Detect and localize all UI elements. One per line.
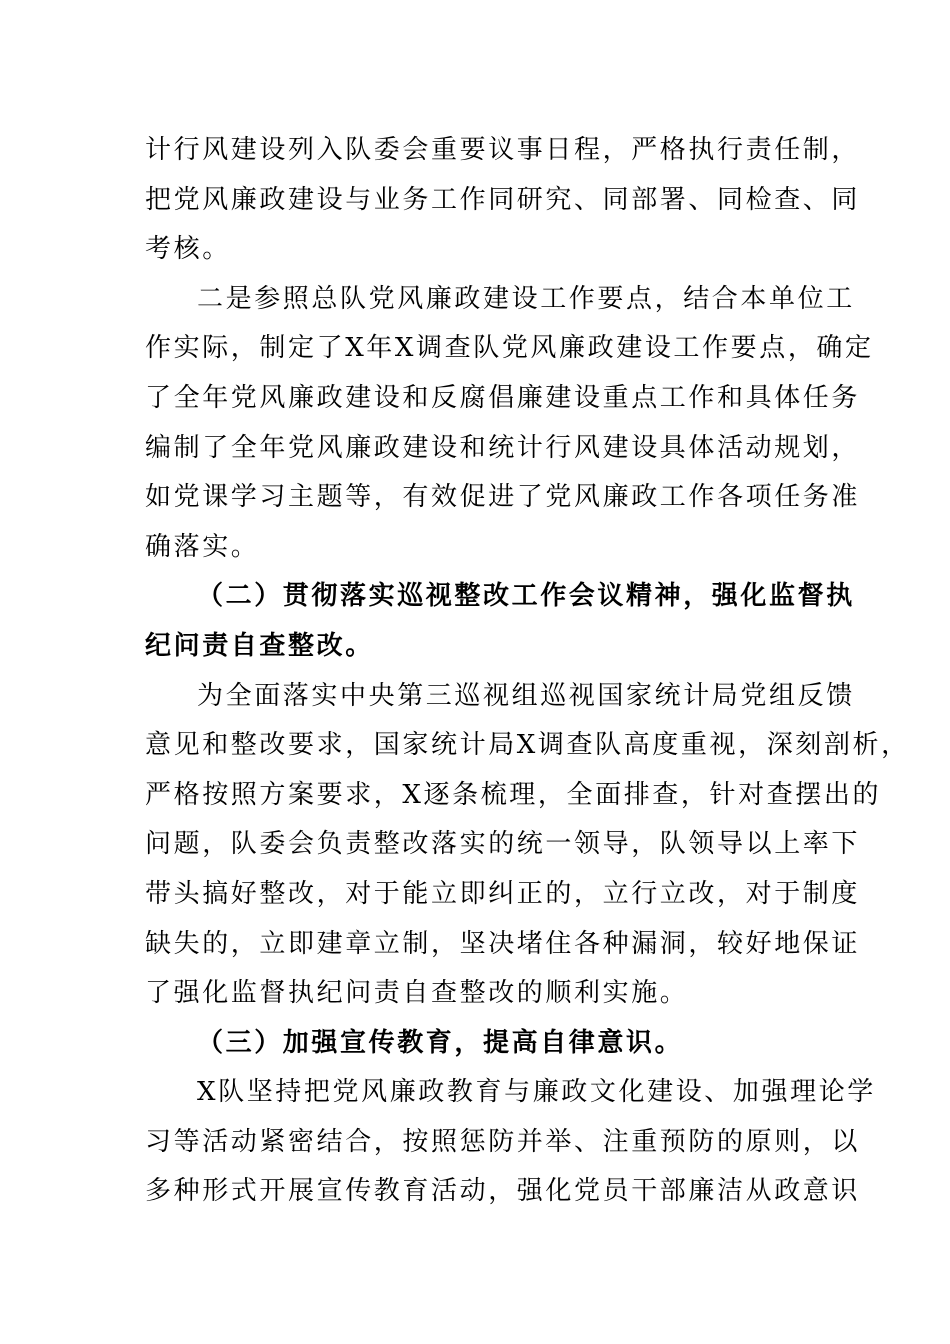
body-paragraph xyxy=(145,275,874,573)
text-line: 缺失的，立即建章立制，坚决堵住各种漏洞，较好地保证 xyxy=(145,928,861,959)
section-heading xyxy=(145,572,855,671)
heading-line: 纪问责自查整改。 xyxy=(145,630,374,661)
heading-line: （三）加强宣传教育，提高自律意识。 xyxy=(197,1027,684,1058)
body-paragraph xyxy=(145,1068,876,1217)
text-line: 了强化监督执纪问责自查整改的顺利实施。 xyxy=(145,978,689,1009)
body-paragraph xyxy=(145,126,861,275)
text-line: 问题，队委会负责整改落实的统一领导，队领导以上率下 xyxy=(145,829,861,860)
body-paragraph xyxy=(145,672,910,1019)
text-line: 编制了全年党风廉政建设和统计行风建设具体活动规划， xyxy=(145,432,861,463)
text-line: 计行风建设列入队委会重要议事日程，严格执行责任制， xyxy=(145,135,861,165)
text-line: 习等活动紧密结合，按照惩防并举、注重预防的原则，以 xyxy=(145,1126,861,1157)
text-line: X队坚持把党风廉政教育与廉政文化建设、加强理论学 xyxy=(197,1077,876,1108)
text-line: 了全年党风廉政建设和反腐倡廉建设重点工作和具体任务 xyxy=(145,382,861,413)
text-line: 多种形式开展宣传教育活动，强化党员干部廉洁从政意识 xyxy=(145,1176,861,1207)
heading-line: （二）贯彻落实巡视整改工作会议精神，强化监督执 xyxy=(197,581,855,612)
section-heading xyxy=(145,1019,825,1069)
text-line: 意见和整改要求，国家统计局X调查队高度重视，深刻剖析， xyxy=(145,730,910,761)
text-line: 严格按照方案要求，X逐条梳理，全面排查，针对查摆出的 xyxy=(145,779,882,810)
document-body xyxy=(145,126,910,1217)
text-line: 确落实。 xyxy=(145,531,260,562)
text-line: 二是参照总队党风廉政建设工作要点，结合本单位工 xyxy=(197,283,855,314)
text-line: 为全面落实中央第三巡视组巡视国家统计局党组反馈 xyxy=(197,680,855,711)
text-line: 如党课学习主题等，有效促进了党风廉政工作各项任务准 xyxy=(145,482,861,513)
text-line: 带头搞好整改，对于能立即纠正的，立行立改，对于制度 xyxy=(145,878,861,909)
text-line: 把党风廉政建设与业务工作同研究、同部署、同检查、同 xyxy=(145,184,861,215)
text-line: 作实际，制定了X年X调查队党风廉政建设工作要点，确定 xyxy=(145,333,874,364)
text-line: 考核。 xyxy=(145,234,231,265)
